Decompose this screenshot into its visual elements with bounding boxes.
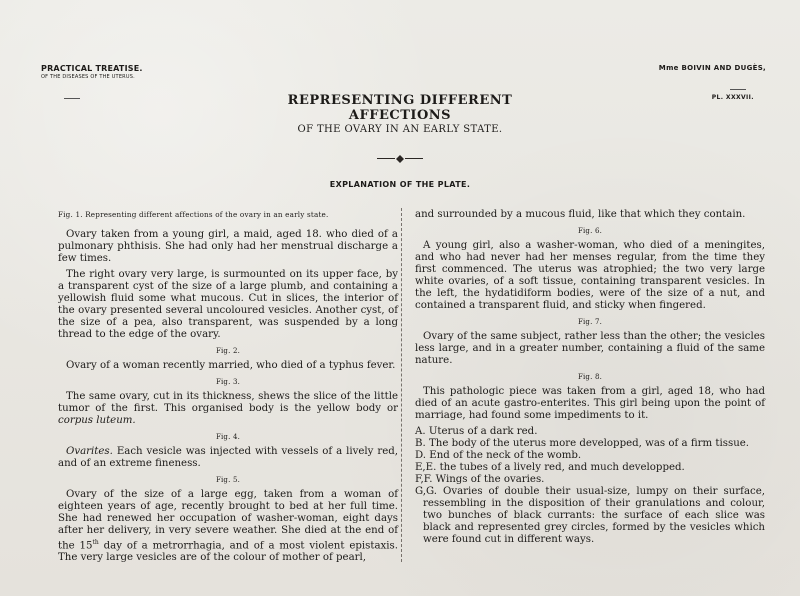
publisher-line: Mme BOIVIN AND DUGÈS,	[658, 64, 766, 72]
fig8-list	[415, 426, 765, 546]
fig7-label: Fig. 7.	[577, 318, 603, 326]
continuation-text: and surrounded by a mucous fluid, like that which they contain.	[415, 209, 746, 220]
fig5-text-a: Ovary of the size of a large egg, taken from a woman of eighteen years of age, recently brought to bed at her full time. She had renewed her occupation of washer-woman, eight days after her delivery, in very severe weather. She died at the end of the 15	[58, 489, 398, 552]
fig8-item-d: D. End of the neck of the womb.	[415, 450, 582, 461]
fig2-text: Ovary of a woman recently married, who died of a typhus fever.	[66, 360, 396, 371]
fig1-paragraph-1: Ovary taken from a young girl, a maid, aged 18. who died of a pulmonary phthisis. She had only had her menstrual discharge a few times.	[58, 229, 398, 264]
fig3-text-italic: corpus luteum.	[58, 415, 136, 426]
ornamental-divider	[377, 154, 423, 164]
column-divider	[401, 208, 402, 562]
running-header-right	[586, 65, 766, 72]
fig5-label: Fig. 5.	[215, 476, 241, 484]
fig4-title: Ovarites.	[66, 446, 113, 457]
fig4-label: Fig. 4.	[215, 433, 241, 441]
plate-subtitle: OF THE OVARY IN AN EARLY STATE.	[297, 124, 503, 135]
fig5-superscript: th	[92, 539, 99, 546]
fig8-item-a: A. Uterus of a dark red.	[415, 426, 538, 437]
running-header-left	[41, 65, 211, 81]
fig1-heading: Fig. 1. Representing different affections of the ovary in an early state.	[58, 210, 329, 219]
fig6-text: A young girl, also a washer-woman, who died of a meningites, and who had never had her menses regular, from the time they first commenced. The uterus was atrophied; the two very large white ovaries, of a soft tissue, containing transparent vesicles. In the left, the hydatidiform bodies, were of the size of a nut, and contained a transparent fluid, and sticky when fingered.	[415, 240, 765, 311]
fig8-item-ee: E,E. the tubes of a lively red, and much developped.	[415, 462, 685, 473]
fig4-text: Each vesicle was injected with vessels of a lively red, and of an extreme fineness.	[58, 446, 398, 469]
fig3-label: Fig. 3.	[215, 378, 241, 386]
fig8-item-b: B. The body of the uterus more developped, was of a firm tissue.	[415, 438, 750, 449]
fig3-paragraph	[58, 391, 398, 427]
left-column	[58, 209, 398, 568]
ornament-diamond-icon	[396, 155, 404, 163]
fig2-label: Fig. 2.	[215, 347, 241, 355]
running-subtitle: OF THE DISEASES OF THE UTERUS.	[41, 74, 135, 81]
fig6-label: Fig. 6.	[577, 227, 603, 235]
fig8-intro: This pathologic piece was taken from a girl, aged 18, who had died of an acute gastro-enterites. This girl being upon the point of marriage, had found some impediments to it.	[415, 386, 765, 421]
fig8-item-gg: G,G. Ovaries of double their usual-size, lumpy on their surface, ressembling in the disposition of their granulations and colour, two bunches of black currants: the surface of each slice was black and represented grey circles, formed by the vesicles which were found cut in different ways.	[415, 486, 765, 545]
plate-title: REPRESENTING DIFFERENT AFFECTIONS	[287, 93, 513, 123]
fig4-paragraph	[58, 446, 398, 470]
fig8-label: Fig. 8.	[577, 373, 603, 381]
right-divider-rule	[730, 89, 746, 90]
plate-number: PL. XXXVII.	[711, 94, 754, 101]
fig5-paragraph	[58, 489, 398, 564]
fig5-text-b: day of a metrorrhagia, and of a most violent epistaxis. The very large vesicles are of the colour of mother of pearl,	[58, 540, 398, 564]
fig3-text-main: The same ovary, cut in its thickness, shews the slice of the little tumor of the first. This organised body is the yellow body or	[58, 391, 398, 414]
left-divider-rule	[64, 98, 80, 99]
running-title: PRACTICAL TREATISE.	[41, 64, 143, 73]
right-column	[415, 209, 765, 546]
fig8-item-ff: F,F. Wings of the ovaries.	[415, 474, 545, 485]
section-heading: EXPLANATION OF THE PLATE.	[329, 180, 471, 189]
fig1-paragraph-2: The right ovary very large, is surmounted on its upper face, by a transparent cyst of the size of a large plumb, and containing a yellowish fluid some what mucous. Cut in slices, the interior of the ovary presented several uncoloured vesicles. Another cyst, of the size of a pea, also transparent, was suspended by a long thread to the edge of the ovary.	[58, 269, 398, 340]
fig7-text: Ovary of the same subject, rather less than the other; the vesicles less large, and in a greater number, containing a fluid of the same nature.	[415, 331, 765, 366]
